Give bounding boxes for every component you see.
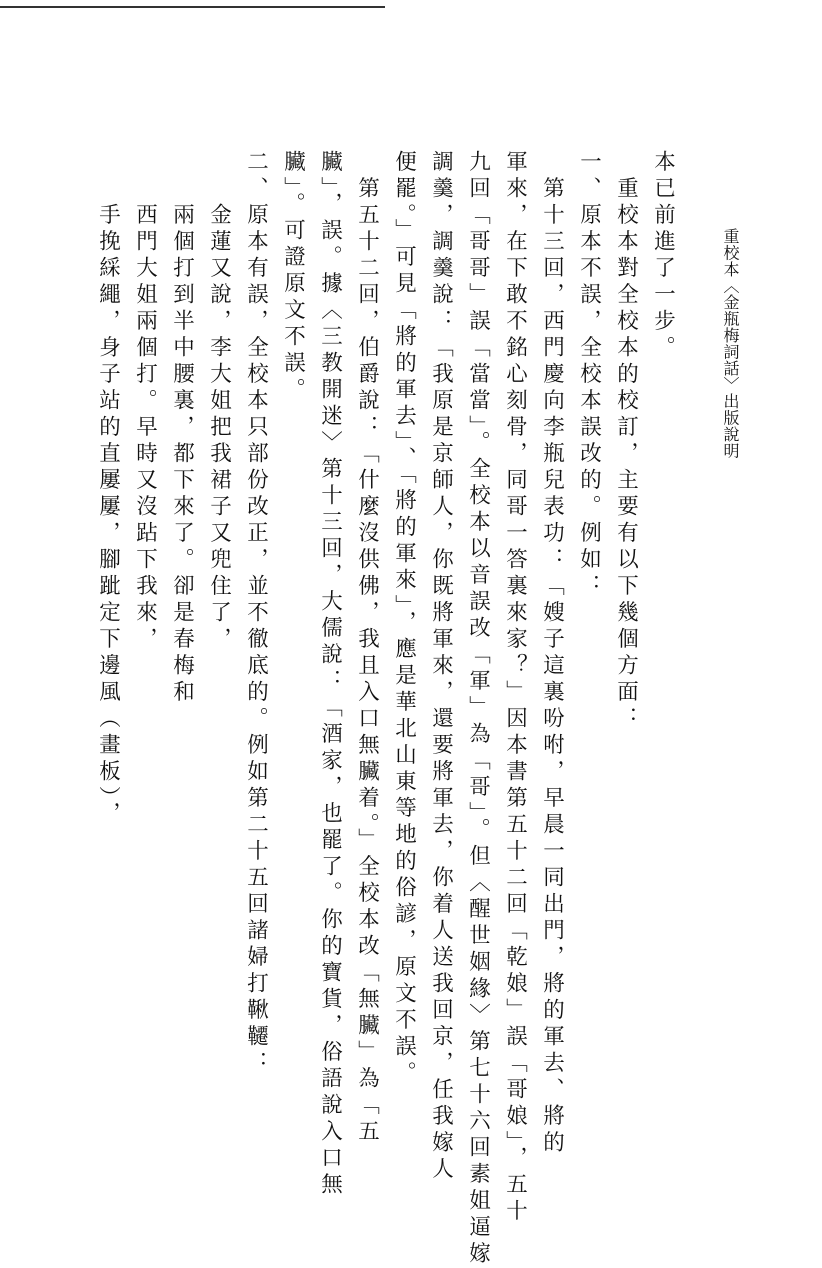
text-column: 本已前進了一步。 bbox=[650, 150, 676, 362]
quoted-verse-line: 兩個打到半中腰裏，都下來了。卻是春梅和 bbox=[169, 150, 195, 707]
quoted-verse-line: 西門大姐兩個打。早時又沒跕下我來， bbox=[132, 150, 158, 654]
text-column: 第十三回，西門慶向李瓶兒表功：「嫂子這裏吩咐，早晨一同出門，將的軍去、將的 bbox=[539, 150, 565, 1157]
text-column: 二、原本有誤，全校本只部份改正，並不徹底的。例如第二十五回諸婦打鞦韆： bbox=[243, 150, 269, 1078]
text-column: 重校本對全校本的校訂，主要有以下幾個方面： bbox=[613, 150, 639, 733]
top-border-rule bbox=[0, 6, 385, 8]
text-column: 一、原本不誤，全校本誤改的。例如： bbox=[576, 150, 602, 601]
text-column: 臟」。可證原文不誤。 bbox=[280, 150, 306, 405]
quoted-verse-line: 金蓮又說，李大姐把我裙子又兜住了， bbox=[206, 150, 232, 654]
text-column: 軍來，在下敢不銘心刻骨，同哥一答裏來家？」因本書第五十二回「乾娘」誤「哥娘」，五十 bbox=[502, 150, 528, 1226]
text-column: 九回「哥哥」誤「當當」。全校本以音誤改「軍」為「哥」。但〈醒世姻緣〉第七十六回素姐逼嫁 bbox=[465, 150, 491, 1268]
text-column: 調羹，調羹說：「我原是京師人，你既將軍來，還要將軍去，你着人送我回京，任我嫁人 bbox=[428, 150, 454, 1184]
quoted-verse-line: 手挽綵繩，身子站的直屢屢，腳跐定下邊風（畫板）， bbox=[95, 150, 121, 829]
text-column: 第五十二回，伯爵說：「什麼沒供佛，我且入口無臟着。」全校本改「無臟」為「五 bbox=[354, 150, 380, 1147]
text-column: 便罷。」可見「將的軍去」、「將的軍來」，應是華北山東等地的俗諺，原文不誤。 bbox=[391, 150, 417, 1088]
text-column: 臟」，誤。據〈三教開迷〉第十三回，大儒說：「酒家，也罷了。你的寶貨，俗語說入口無 bbox=[317, 150, 343, 1200]
running-head: 重校本〈金瓶梅詞話〉出版說明 bbox=[721, 228, 740, 459]
